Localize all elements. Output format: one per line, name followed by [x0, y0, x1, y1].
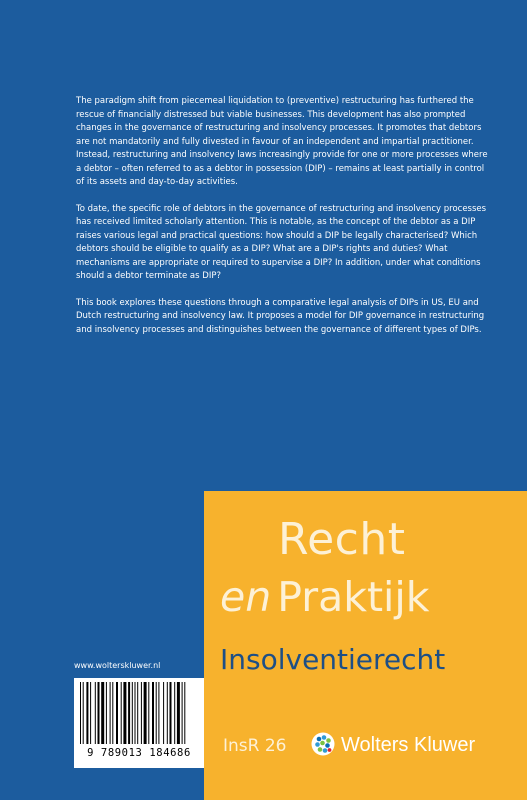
wolters-kluwer-logo-icon [311, 731, 335, 757]
barcode-bar [121, 682, 122, 744]
barcode-bar [170, 682, 172, 744]
barcode-bar [163, 682, 164, 744]
barcode-bar [174, 682, 175, 744]
series-title-en: en [220, 573, 272, 621]
barcode-bar [177, 682, 180, 744]
barcode-bar [148, 682, 149, 744]
blurb-paragraph-2: To date, the specific role of debtors in the governance of restructuring and insolvency processes has received limited scholarly attention. This is notable, as the concept of the debtor as a DIP raises various legal and practical questions: how should a DIP be legally characterised? Which debtors should be eligible to qualify as a DIP? What are a DIP's rights and duties? What mechanisms are appropriate or required to supervise a DIP? In addition, under what conditions should a debtor terminate as DIP? [76, 203, 487, 281]
barcode-bar [137, 682, 138, 744]
barcode-bar [156, 682, 157, 744]
series-title-praktijk: Praktijk [277, 573, 430, 621]
barcode-bar [110, 682, 111, 744]
barcode-bar [106, 682, 107, 744]
barcode-bar [141, 682, 142, 744]
barcode-bar [98, 682, 100, 744]
barcode-bar [135, 682, 136, 744]
series-title-recht: Recht [278, 514, 406, 565]
isbn-number: 9 789013 184686 [87, 747, 191, 759]
isbn-barcode [74, 678, 204, 768]
barcode-bar [83, 682, 84, 744]
barcode-bar [90, 682, 91, 744]
blurb-paragraph-3: This book explores these questions through a comparative legal analysis of DIPs in US, EU and Dutch restructuring and insolvency law. It proposes a model for DIP governance in restructuring and insolvency processes and distinguishes between the governance of different types of DIPs. [76, 297, 485, 335]
publisher-name: Wolters Kluwer [341, 734, 476, 756]
barcode-bar [182, 682, 183, 744]
barcode-bars [74, 678, 204, 746]
blurb-text [76, 95, 488, 350]
barcode-bar [80, 682, 81, 744]
series-title-en-praktijk [220, 573, 430, 621]
barcode-bar [184, 682, 185, 744]
barcode-bar [116, 682, 118, 744]
barcode-bar [112, 682, 113, 744]
barcode-bar [132, 682, 133, 744]
barcode-bar [95, 682, 96, 744]
barcode-bar [123, 682, 126, 744]
barcode-bar [152, 682, 154, 744]
publisher-website: www.wolterskluwer.nl [74, 661, 161, 670]
barcode-bar [101, 682, 104, 744]
barcode-bar [128, 682, 130, 744]
barcode-bar [144, 682, 147, 744]
series-subject: Insolventierecht [220, 643, 446, 676]
barcode-bar [86, 682, 88, 744]
barcode-bar [167, 682, 168, 744]
barcode-bar [158, 682, 159, 744]
blurb-paragraph-1: The paradigm shift from piecemeal liquidation to (preventive) restructuring has furthered the rescue of financially distressed but viable businesses. This development has also prompted changes in the governance of restructuring and insolvency processes. It promotes that debtors are not mandatorily and fully divested in favour of an independent and impartial practitioner. Instead, restructuring and insolvency laws increasingly provide for one or more processes where a debtor – often referred to as a debtor in possession (DIP) – remains at least partially in control of its assets and day-to-day activities. [76, 96, 488, 187]
series-code: InsR 26 [223, 736, 287, 756]
